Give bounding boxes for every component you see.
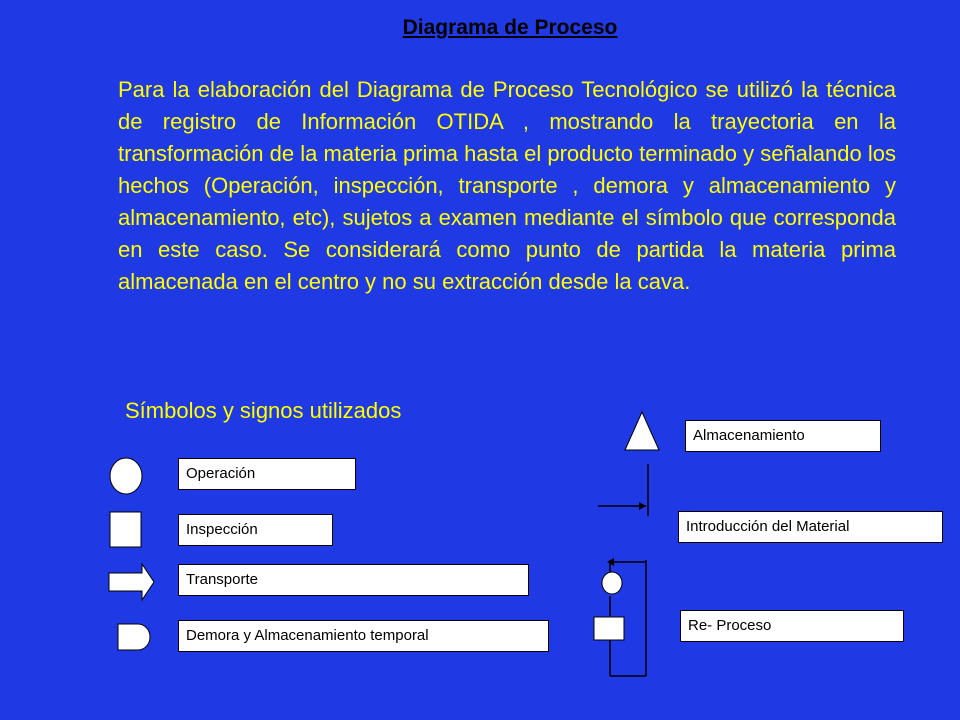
reprocess-loop-icon — [590, 556, 660, 682]
label-introduccion: Introducción del Material — [678, 511, 943, 543]
delay-d-shape-icon — [116, 622, 154, 654]
transport-arrow-icon — [106, 562, 158, 602]
label-demora: Demora y Almacenamiento temporal — [178, 620, 549, 652]
material-input-arrow-icon — [596, 462, 656, 518]
inspection-square-icon — [108, 510, 144, 550]
label-inspeccion: Inspección — [178, 514, 333, 546]
symbols-heading: Símbolos y signos utilizados — [125, 398, 402, 423]
label-almacenamiento: Almacenamiento — [685, 420, 881, 452]
label-transporte: Transporte — [178, 564, 529, 596]
page-title: Diagrama de Proceso — [402, 16, 618, 39]
label-operacion: Operación — [178, 458, 356, 490]
storage-triangle-icon — [622, 410, 662, 452]
operation-circle-icon — [108, 456, 144, 496]
label-reproceso: Re- Proceso — [680, 610, 904, 642]
description-paragraph: Para la elaboración del Diagrama de Proceso Tecnológico se utilizó la técnica de registro de Información OTIDA , mostrando la trayectoria en la transformación de la materia prima hasta el producto terminado y señalando los hechos (Operación, inspección, transporte , demora y almacenamiento y almacenamiento, etc), sujetos a examen mediante el símbolo que corresponda en este caso. Se considerará como punto de partida la materia prima almacenada en el centro y no su extracción desde la cava. — [118, 77, 896, 294]
